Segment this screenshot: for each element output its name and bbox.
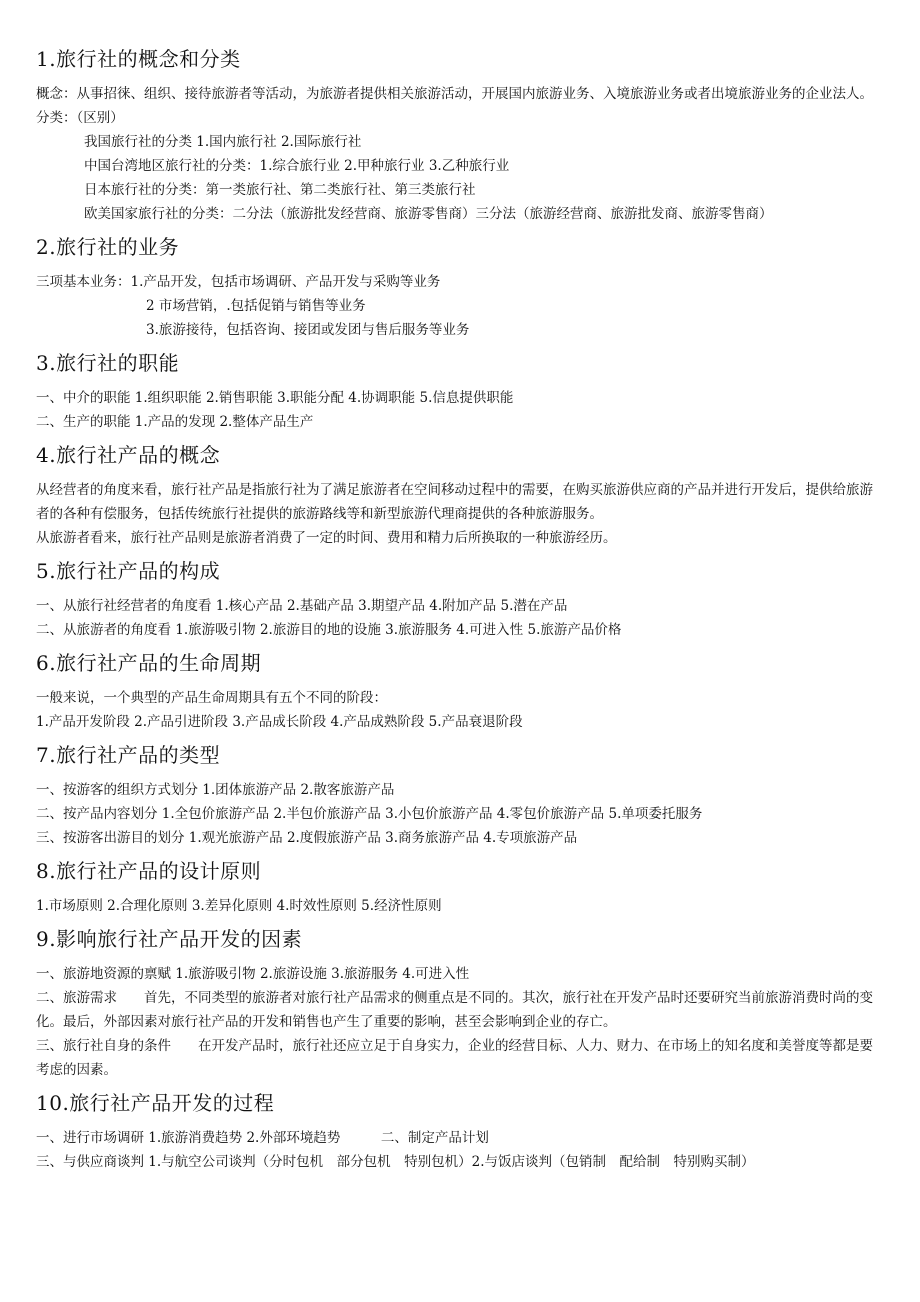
paragraph: 二、从旅游者的角度看 1.旅游吸引物 2.旅游目的地的设施 3.旅游服务 4.可进入性 5.旅游产品价格 bbox=[36, 622, 622, 638]
section-9 bbox=[36, 926, 886, 1082]
section-8 bbox=[36, 858, 886, 918]
paragraph: 一、进行市场调研 1.旅游消费趋势 2.外部环境趋势 二、制定产品计划 bbox=[36, 1130, 489, 1146]
paragraph: 三、与供应商谈判 1.与航空公司谈判（分时包机 部分包机 特别包机）2.与饭店谈判（包销制 配给制 特别购买制） bbox=[36, 1154, 755, 1170]
section-10 bbox=[36, 1090, 886, 1174]
paragraph: 一、旅游地资源的禀赋 1.旅游吸引物 2.旅游设施 3.旅游服务 4.可进入性 bbox=[36, 966, 470, 982]
paragraph: 三、旅行社自身的条件 在开发产品时，旅行社还应立足于自身实力，企业的经营目标、人力、财力、在市场上的知名度和美誉度等都是要考虑的因素。 bbox=[36, 1038, 873, 1078]
paragraph: 一般来说，一个典型的产品生命周期具有五个不同的阶段： bbox=[36, 690, 387, 706]
section-2 bbox=[36, 234, 886, 342]
section-title: 7.旅行社产品的类型 bbox=[36, 743, 221, 767]
paragraph: 二、旅游需求 首先，不同类型的旅游者对旅行社产品需求的侧重点是不同的。其次，旅行社在开发产品时还要研究当前旅游消费时尚的变化。最后，外部因素对旅行社产品的开发和销售也产生了重要的影响，甚至会影响到企业的存亡。 bbox=[36, 990, 873, 1030]
paragraph: 一、从旅行社经营者的角度看 1.核心产品 2.基础产品 3.期望产品 4.附加产品 5.潜在产品 bbox=[36, 598, 568, 614]
section-title: 1.旅行社的概念和分类 bbox=[36, 47, 241, 71]
section-5 bbox=[36, 558, 886, 642]
paragraph: 二、生产的职能 1.产品的发现 2.整体产品生产 bbox=[36, 414, 314, 430]
paragraph: 欧美国家旅行社的分类：二分法（旅游批发经营商、旅游零售商）三分法（旅游经营商、旅游批发商、旅游零售商） bbox=[84, 206, 773, 222]
paragraph: 一、按游客的组织方式划分 1.团体旅游产品 2.散客旅游产品 bbox=[36, 782, 395, 798]
document-page bbox=[36, 46, 886, 1182]
paragraph: 从经营者的角度来看，旅行社产品是指旅行社为了满足旅游者在空间移动过程中的需要，在购买旅游供应商的产品并进行开发后，提供给旅游者的各种有偿服务，包括传统旅行社提供的旅游路线等和新型旅游代理商提供的各种旅游服务。 bbox=[36, 482, 873, 522]
section-3 bbox=[36, 350, 886, 434]
paragraph: 概念：从事招徕、组织、接待旅游者等活动，为旅游者提供相关旅游活动，开展国内旅游业务、入境旅游业务或者出境旅游业务的企业法人。 bbox=[36, 86, 873, 102]
section-title: 9.影响旅行社产品开发的因素 bbox=[36, 927, 303, 951]
section-title: 4.旅行社产品的概念 bbox=[36, 443, 221, 467]
section-7 bbox=[36, 742, 886, 850]
paragraph: 1.市场原则 2.合理化原则 3.差异化原则 4.时效性原则 5.经济性原则 bbox=[36, 898, 442, 914]
section-4 bbox=[36, 442, 886, 550]
section-title: 2.旅行社的业务 bbox=[36, 235, 180, 259]
section-1 bbox=[36, 46, 886, 226]
section-title: 3.旅行社的职能 bbox=[36, 351, 180, 375]
paragraph: 3.旅游接待，包括咨询、接团或发团与售后服务等业务 bbox=[146, 322, 470, 338]
paragraph: 日本旅行社的分类：第一类旅行社、第二类旅行社、第三类旅行社 bbox=[84, 182, 476, 198]
section-title: 8.旅行社产品的设计原则 bbox=[36, 859, 262, 883]
paragraph: 分类：（区别） bbox=[36, 110, 124, 126]
section-title: 5.旅行社产品的构成 bbox=[36, 559, 221, 583]
paragraph: 从旅游者看来，旅行社产品则是旅游者消费了一定的时间、费用和精力后所换取的一种旅游经历。 bbox=[36, 530, 617, 546]
paragraph: 一、中介的职能 1.组织职能 2.销售职能 3.职能分配 4.协调职能 5.信息提供职能 bbox=[36, 390, 514, 406]
section-title: 6.旅行社产品的生命周期 bbox=[36, 651, 262, 675]
paragraph: 1.产品开发阶段 2.产品引进阶段 3.产品成长阶段 4.产品成熟阶段 5.产品衰退阶段 bbox=[36, 714, 523, 730]
paragraph: 二、按产品内容划分 1.全包价旅游产品 2.半包价旅游产品 3.小包价旅游产品 4.零包价旅游产品 5.单项委托服务 bbox=[36, 806, 703, 822]
paragraph: 2 市场营销，.包括促销与销售等业务 bbox=[146, 298, 366, 314]
section-6 bbox=[36, 650, 886, 734]
paragraph: 中国台湾地区旅行社的分类：1.综合旅行业 2.甲种旅行业 3.乙种旅行业 bbox=[84, 158, 510, 174]
paragraph: 三、按游客出游目的划分 1.观光旅游产品 2.度假旅游产品 3.商务旅游产品 4.专项旅游产品 bbox=[36, 830, 578, 846]
paragraph: 三项基本业务：1.产品开发，包括市场调研、产品开发与采购等业务 bbox=[36, 274, 441, 290]
section-title: 10.旅行社产品开发的过程 bbox=[36, 1091, 275, 1115]
paragraph: 我国旅行社的分类 1.国内旅行社 2.国际旅行社 bbox=[84, 134, 362, 150]
